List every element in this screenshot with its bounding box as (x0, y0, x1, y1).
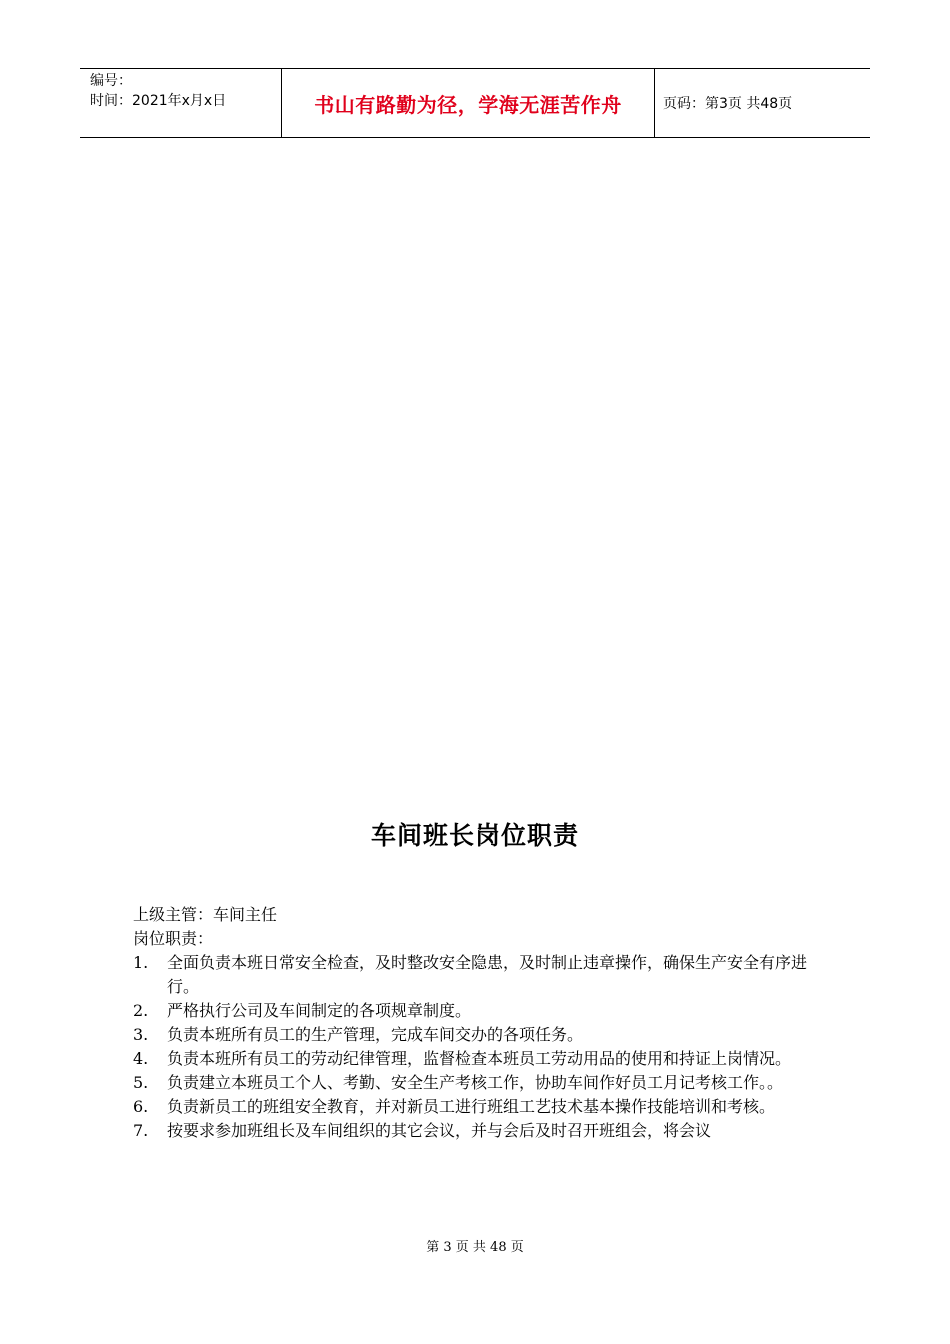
duties-label: 岗位职责： (133, 929, 214, 948)
document-body (133, 903, 823, 1143)
duty-number: 3. (133, 1025, 149, 1044)
duty-text: 负责建立本班员工个人、考勤、安全生产考核工作，协助车间作好员工月记考核工作。。 (167, 1073, 784, 1092)
date-line: 时间：2021年x月x日 (90, 93, 227, 109)
duty-item (133, 1023, 823, 1047)
duty-number: 6. (133, 1097, 149, 1116)
duty-item (133, 951, 823, 999)
duty-text: 负责本班所有员工的生产管理，完成车间交办的各项任务。 (167, 1025, 584, 1044)
duty-number: 1. (133, 953, 149, 972)
duty-text: 按要求参加班组长及车间组织的其它会议，并与会后及时召开班组会，将会议 (167, 1121, 712, 1140)
header-page-info: 页码：第3页 共48页 (663, 96, 793, 112)
header-meta (80, 69, 281, 137)
duty-item (133, 1119, 823, 1143)
duty-item (133, 1047, 823, 1071)
header-motto: 书山有路勤为径，学海无涯苦作舟 (281, 69, 655, 137)
duty-number: 4. (133, 1049, 149, 1068)
duty-number: 5. (133, 1073, 149, 1092)
duty-number: 2. (133, 1001, 149, 1020)
page-header (80, 68, 870, 138)
duty-text: 全面负责本班日常安全检查，及时整改安全隐患，及时制止违章操作，确保生产安全有序进行。 (167, 953, 808, 996)
serial-label: 编号： (90, 73, 132, 89)
duty-text: 严格执行公司及车间制定的各项规章制度。 (167, 1001, 472, 1020)
page-footer: 第 3 页 共 48 页 (426, 1240, 524, 1255)
duty-text: 负责本班所有员工的劳动纪律管理，监督检查本班员工劳动用品的使用和持证上岗情况。 (167, 1049, 792, 1068)
duty-number: 7. (133, 1121, 149, 1140)
supervisor-line: 上级主管：车间主任 (133, 905, 278, 924)
duty-item (133, 1071, 823, 1095)
duty-text: 负责新员工的班组安全教育，并对新员工进行班组工艺技术基本操作技能培训和考核。 (167, 1097, 776, 1116)
document-title: 车间班长岗位职责 (370, 821, 579, 850)
duty-item (133, 999, 823, 1023)
duty-item (133, 1095, 823, 1119)
